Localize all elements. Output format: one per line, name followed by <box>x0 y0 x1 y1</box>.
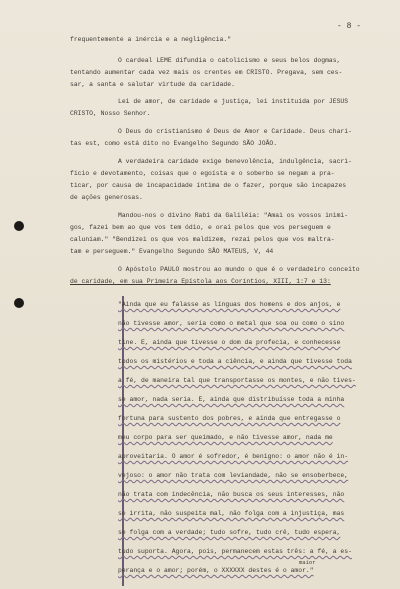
text-line: frequentemente a inércia e a negligência." <box>70 36 232 43</box>
quote-line: fortuna para sustento dos pobres, e ainda que entregasse o <box>118 415 341 422</box>
quote-line: se amor, nada seria. E, ainda que distribuísse toda a minha <box>118 396 345 403</box>
text-line: Lei de amor, de caridade e justiça, lei instituída por JESUS <box>118 98 349 105</box>
text-line: O Deus do cristianismo é Deus de Amor e Caridade. Deus chari- <box>118 128 352 135</box>
quote-line: a fé, de maneira tal que transportasse os montes, e não tives- <box>118 377 356 384</box>
text-line: tam e perseguem." Evangelho Segundo SÃO MATEUS, V, 44 <box>70 248 274 255</box>
quote-line: se folga com a verdade; tudo sofre, tudo crê, tudo espera, <box>118 529 341 536</box>
page-number: - 8 - <box>337 22 362 31</box>
quote-line: aproveitaria. O amor é sofredor, é benigno: o amor não é in- <box>118 453 349 460</box>
quote-line: "Ainda que eu falasse as línguas dos homens e dos anjos, e <box>118 301 341 308</box>
text-line: A verdadeira caridade exige benevolência, indulgência, sacri- <box>118 158 352 165</box>
text-line: O Apóstolo PAULO mostrou ao mundo o que é o verdadeiro conceito <box>118 266 360 273</box>
text-line: sar, a santa e salutar virtude da caridade. <box>70 81 235 88</box>
text-line: fício e devotamento, coisas que o egoísta e o soberbo se negam a pra- <box>70 170 335 177</box>
text-line: de ações generosas. <box>70 194 143 201</box>
punch-hole <box>14 298 24 308</box>
quote-line: vejoso: o amor não trata com leviandade, não se ensoberbece, <box>118 472 349 479</box>
text-line: O cardeal LEME difundia o catolicismo e seus belos dogmas, <box>118 57 341 64</box>
quote-line: todos os mistérios e toda a ciência, e ainda que tivesse toda <box>118 358 352 365</box>
text-line: Mandou-nos o divino Rabi da Galiléia: "Amai os vossos inimi- <box>118 212 349 219</box>
text-line: tentando aumentar cada vez mais os crentes em CRISTO. Pregava, sem ces- <box>70 69 343 76</box>
text-line: gos, fazei bem ao que vos tem ódio, e orai pelos que vos perseguem e <box>70 224 331 231</box>
quote-line: tudo suporta. Agora, pois, permanecem estas três: a fé, a es- <box>118 548 352 555</box>
quote-line: não trata com indecência, não busca os seus interesses, não <box>118 491 345 498</box>
quote-line: se irrita, não suspeita mal, não folga com a injustiça, mas <box>118 510 345 517</box>
text-line: CRISTO, Nosso Senhor. <box>70 110 151 117</box>
handwritten-insertion: maior <box>299 559 316 566</box>
quote-line: não tivesse amor, seria como o metal que soa ou como o sino <box>118 320 345 327</box>
quote-line: tine. E, ainda que tivesse o dom da profecia, e conhecesse <box>118 339 341 346</box>
text-line: de caridade, em sua Primeira Epístola aos Coríntios, XIII, 1:7 e 13: <box>70 278 331 285</box>
quote-line: meu corpo para ser queimado, e não tivesse amor, nada me <box>118 434 333 441</box>
punch-hole <box>14 221 24 231</box>
quote-line: perança e o amor; porém, o XXXXXX destes é o amor." <box>118 567 314 574</box>
text-line: tas est, como está dito no Evangelho Segundo SÃO JOÃO. <box>70 140 278 147</box>
text-line: ticar, por causa de incapacidade íntima de o fazer, porque são incapazes <box>70 182 347 189</box>
text-line: caluniam." "Bendizei os que vos maldizem, rezai pelos que vos maltra- <box>70 236 335 243</box>
